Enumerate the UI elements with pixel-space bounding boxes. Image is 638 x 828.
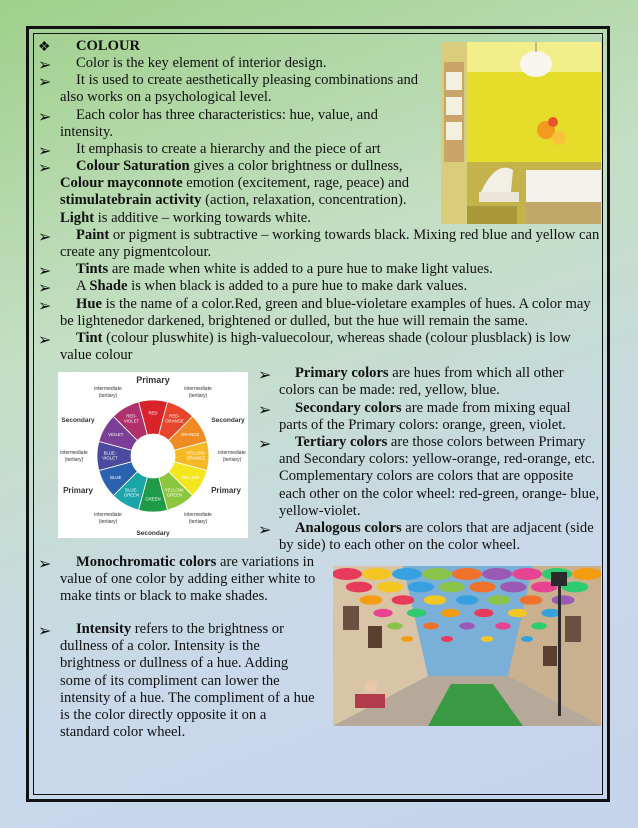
wheel-segment-label: GREEN (145, 496, 161, 502)
arrow-bullet-icon: ➢ (38, 623, 52, 640)
umbrella (452, 568, 482, 580)
umbrella (482, 568, 512, 580)
umbrella (520, 595, 543, 605)
list-item-tint: Tint (colour pluswhite) is high-valuecolour, whereas shade (colour plusblack) is low value colour (60, 330, 571, 364)
wheel-label-tert-br: (tertiary) (188, 519, 208, 525)
wheel-label-primary-br: Primary (211, 486, 241, 495)
umbrella (552, 595, 575, 605)
wheel-label-im-bl: intermediate (94, 512, 122, 518)
wheel-segment-label: BLUE-GREEN (123, 487, 140, 498)
list-item-monochromatic: Monochromatic colors are variations in value of one color by adding either white to make tints or black to make shades. (60, 554, 316, 605)
umbrella (346, 582, 372, 593)
arrow-bullet-icon: ➢ (258, 436, 272, 453)
arrow-bullet-icon: ➢ (38, 332, 52, 349)
umbrella (333, 568, 362, 580)
umbrella (508, 609, 527, 617)
wheel-segment-label: RED (148, 410, 158, 416)
wheel-segment-label: RED-ORANGE (165, 413, 184, 424)
wheel-label-secondary-left: Secondary (61, 417, 95, 424)
umbrella (360, 595, 383, 605)
umbrella (481, 636, 493, 642)
umbrella (521, 636, 533, 642)
umbrella (572, 568, 601, 580)
umbrella (438, 582, 464, 593)
wheel-label-tert-tl: (tertiary) (98, 393, 118, 399)
wheel-segment-label: YELLOW-GREEN (164, 487, 185, 498)
wheel-label-tert-r: (tertiary) (222, 457, 242, 463)
arrow-bullet-icon: ➢ (38, 109, 52, 126)
wheel-segment-label: VIOLET (108, 432, 124, 437)
wheel-label-secondary-bottom: Secondary (136, 530, 170, 537)
list-item-analogous: Analogous colors are colors that are adjacent (side by side) to each other on the color wheel. (279, 520, 594, 554)
wheel-segment-label: YELLOW-ORANGE (186, 450, 206, 461)
umbrella (456, 595, 479, 605)
arrow-bullet-icon: ➢ (38, 57, 52, 74)
arrow-bullet-icon: ➢ (38, 160, 52, 177)
wheel-label-primary-bl: Primary (63, 486, 93, 495)
list-item-primary: Primary colors are hues from which all other colors can be made: red, yellow, blue. (279, 365, 564, 399)
umbrella (424, 595, 447, 605)
umbrella (392, 568, 422, 580)
arrow-bullet-icon: ➢ (258, 522, 272, 539)
umbrella (531, 622, 547, 629)
list-item: Each color has three characteristics: hue, value, and intensity. (60, 107, 378, 141)
wheel-label-im-tr: intermediate (184, 386, 212, 392)
umbrella-street-photo (333, 566, 601, 726)
list-item: It is used to create aesthetically pleasing combinations and also works on a psychological level. (60, 72, 419, 106)
wheel-center (131, 434, 175, 478)
arrow-bullet-icon: ➢ (38, 263, 52, 280)
wheel-label-im-br: intermediate (184, 512, 212, 518)
wheel-segment-label: BLUE-VIOLET (102, 450, 118, 461)
umbrella (541, 609, 560, 617)
wheel-label-secondary-right: Secondary (211, 417, 245, 424)
wheel-label-tert-tr: (tertiary) (188, 393, 208, 399)
list-item: It emphasis to create a hierarchy and the piece of art (76, 141, 381, 157)
yellow-room-photo (441, 42, 601, 224)
wheel-segment-label: ORANGE (180, 432, 200, 437)
arrow-bullet-icon: ➢ (38, 229, 52, 246)
list-item-secondary: Secondary colors are made from mixing equal parts of the Primary colors: orange, green, violet. (279, 400, 571, 434)
umbrella (441, 636, 453, 642)
list-item-tertiary: Tertiary colors are those colors between Primary and Secondary colors: yellow-orange, red-orange, etc. Complementary colors are colors that are opposite each other on the color wheel: red-green, orange- blue, yellow-violet. (279, 434, 600, 519)
umbrella (408, 582, 434, 593)
arrow-bullet-icon: ➢ (38, 280, 52, 297)
umbrella (469, 582, 495, 593)
wheel-label-primary-top: Primary (136, 375, 170, 385)
color-wheel (58, 372, 248, 538)
wheel-segment-label: BLUE (110, 475, 122, 480)
wheel-label-im-tl: intermediate (94, 386, 122, 392)
umbrella (373, 609, 392, 617)
umbrella (512, 568, 542, 580)
arrow-bullet-icon: ➢ (38, 143, 52, 160)
umbrella (401, 636, 413, 642)
list-item: Color is the key element of interior design. (76, 55, 327, 71)
list-item-tints: Tints are made when white is added to a pure hue to make light values. (76, 261, 493, 277)
arrow-bullet-icon: ➢ (38, 556, 52, 573)
umbrella (362, 568, 392, 580)
list-item-saturation: Colour Saturation gives a color brightness or dullness, Colour mayconnote emotion (excitement, rage, peace) and stimulatebrain activity (action, relaxation, concentration). Light is additive – working towards white. (60, 158, 410, 226)
umbrella (495, 622, 511, 629)
arrow-bullet-icon: ➢ (38, 74, 52, 91)
list-item-shade: A Shade is when black is added to a pure hue to make dark values. (76, 278, 468, 294)
umbrella (387, 622, 403, 629)
umbrella (423, 622, 439, 629)
umbrella (422, 568, 452, 580)
umbrella (459, 622, 475, 629)
page-heading: COLOUR (76, 38, 141, 54)
umbrella (407, 609, 426, 617)
diamond-bullet-icon: ❖ (38, 40, 51, 55)
arrow-bullet-icon: ➢ (258, 367, 272, 384)
list-item-hue: Hue is the name of a color.Red, green and blue-violetare examples of hues. A color may be lightenedor darkened, brightened or dulled, but the hue will remain the same. (60, 296, 591, 330)
list-item-intensity: Intensity refers to the brightness or dullness of a color. Intensity is the brightness or dullness of a hue. Adding some of its compliment can lower the intensity of a hue. The compliment of a hue is the color directly opposite it on a standard color wheel. (60, 621, 315, 741)
wheel-segment-label: YELLOW (181, 475, 200, 480)
wheel-label-tert-l: (tertiary) (64, 457, 84, 463)
arrow-bullet-icon: ➢ (38, 298, 52, 315)
list-item-paint: Paint or pigment is subtractive – working towards black. Mixing red blue and yellow can create any pigmentcolour. (60, 227, 600, 261)
umbrella (441, 609, 460, 617)
wheel-label-im-l: intermediate (60, 450, 88, 456)
color-wheel-figure (58, 372, 248, 538)
umbrella (488, 595, 511, 605)
umbrella (377, 582, 403, 593)
umbrella (500, 582, 526, 593)
umbrella (392, 595, 415, 605)
wheel-label-im-r: intermediate (218, 450, 246, 456)
arrow-bullet-icon: ➢ (258, 402, 272, 419)
wheel-label-tert-bl: (tertiary) (98, 519, 118, 525)
wheel-segment-label: RED-VIOLET (123, 413, 140, 424)
umbrella (474, 609, 493, 617)
